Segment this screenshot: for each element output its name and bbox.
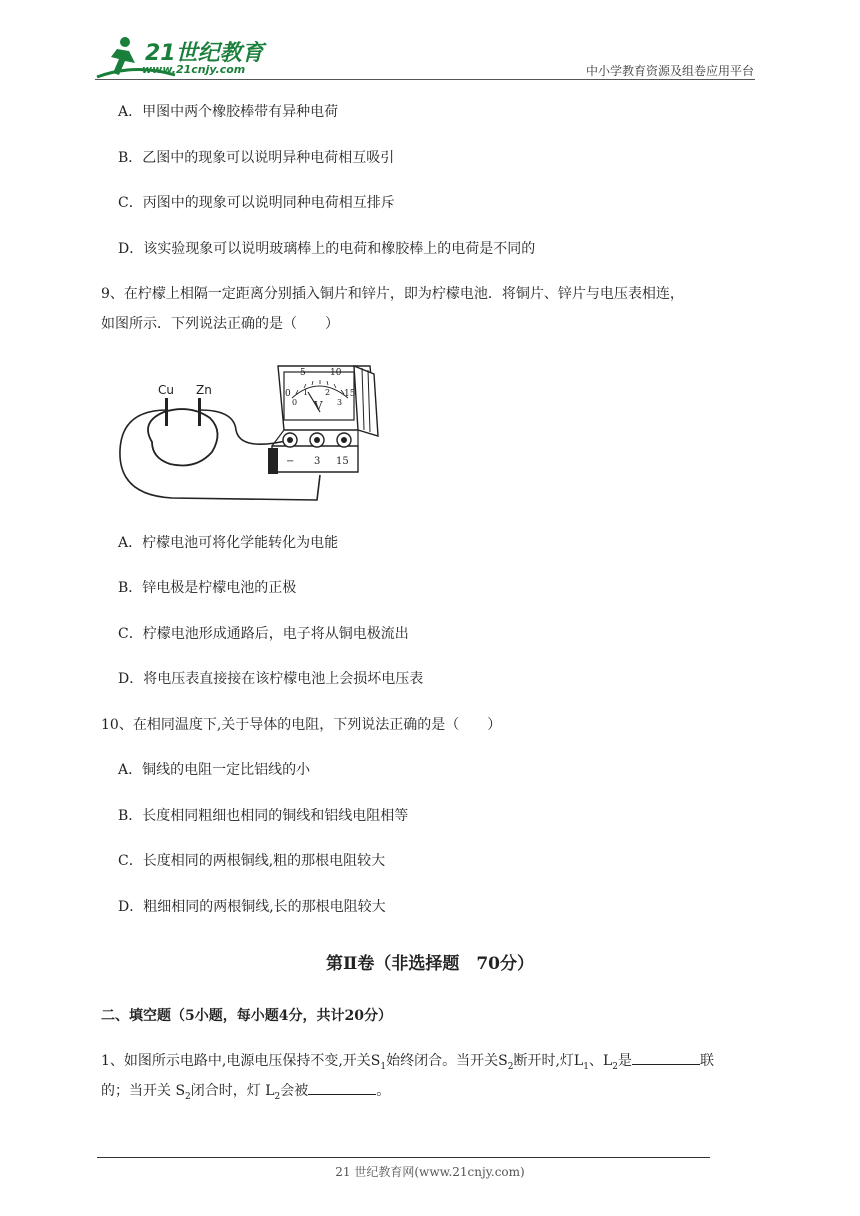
label-zn: Zn [196, 383, 212, 397]
q9-stem-line2: 如图所示．下列说法正确的是（ ） [101, 316, 339, 332]
q9-option-b: B．锌电极是柠檬电池的正极 [118, 580, 297, 596]
terminal-3: 3 [314, 456, 321, 467]
scale-right-15: 15 [344, 389, 356, 399]
terminal-minus: − [286, 456, 295, 467]
scale-top-5: 5 [300, 368, 306, 378]
answer-blank-2[interactable] [308, 1080, 376, 1095]
answer-blank-1[interactable] [632, 1050, 700, 1065]
q10-option-c: C．长度相同的两根铜线,粗的那根电阻较大 [118, 853, 386, 869]
q10-option-b: B．长度相同粗细也相同的铜线和铝线电阻相等 [118, 808, 409, 824]
scale-top-10: 10 [330, 368, 342, 378]
lemon-battery-figure [112, 360, 392, 505]
section-title: 第Ⅱ卷（非选择题 70分） [326, 954, 534, 974]
copper-electrode [165, 398, 168, 426]
q10-option-a: A．铜线的电阻一定比铝线的小 [118, 762, 311, 778]
footer-divider [97, 1157, 710, 1158]
scale-bottom-2: 2 [325, 388, 331, 397]
scale-bottom-1: 1 [303, 388, 309, 397]
q10-stem: 10、在相同温度下,关于导体的电阻，下列说法正确的是（ ） [101, 717, 502, 733]
fill-q1-line2: 的；当开关 $S_2$闭合时，灯 $L_2$会被 。 [101, 1080, 390, 1107]
q8-option-d: D．该实验现象可以说明玻璃棒上的电荷和橡胶棒上的电荷是不同的 [118, 241, 536, 257]
q9-option-c: C．柠檬电池形成通路后，电子将从铜电极流出 [118, 626, 409, 642]
lemon-outline [148, 409, 218, 465]
terminals [283, 433, 351, 447]
scale-bottom-0: 0 [292, 398, 298, 407]
q9-option-d: D．将电压表直接接在该柠檬电池上会损坏电压表 [118, 671, 424, 687]
footer-text: 21 世纪教育网(www.21cnjy.com) [335, 1165, 525, 1179]
q8-option-c: C．丙图中的现象可以说明同种电荷相互排斥 [118, 195, 395, 211]
label-cu: Cu [158, 383, 174, 397]
meter-letter-v: V [314, 399, 323, 413]
header-platform-text: 中小学教育资源及组卷应用平台 [585, 64, 754, 78]
q9-option-a: A．柠檬电池可将化学能转化为电能 [118, 535, 339, 551]
part-title: 二、填空题（5小题，每小题4分，共计20分） [101, 1008, 392, 1024]
fill-q1-line1: 1、如图所示电路中,电源电压保持不变,开关$S_1$始终闭合。当开关$S_2$断开时,灯$L_1$、$L_2$是 联 [101, 1050, 714, 1077]
header-divider [95, 79, 755, 80]
terminal-15: 15 [336, 456, 349, 467]
scale-left-0: 0 [285, 389, 291, 399]
q8-option-a: A．甲图中两个橡胶棒带有异种电荷 [118, 104, 339, 120]
logo-url: www.21cnjy.com [142, 63, 246, 76]
meter-side [354, 366, 378, 436]
scale-bottom-3: 3 [337, 398, 343, 407]
logo-text: 21世纪教育 [145, 41, 264, 66]
q10-option-d: D．粗细相同的两根铜线,长的那根电阻较大 [118, 899, 386, 915]
q9-stem-line1: 9、在柠檬上相隔一定距离分别插入铜片和锌片，即为柠檬电池．将铜片、锌片与电压表相连， [101, 286, 684, 302]
zinc-electrode [198, 398, 201, 426]
q8-option-b: B．乙图中的现象可以说明异种电荷相互吸引 [118, 150, 395, 166]
